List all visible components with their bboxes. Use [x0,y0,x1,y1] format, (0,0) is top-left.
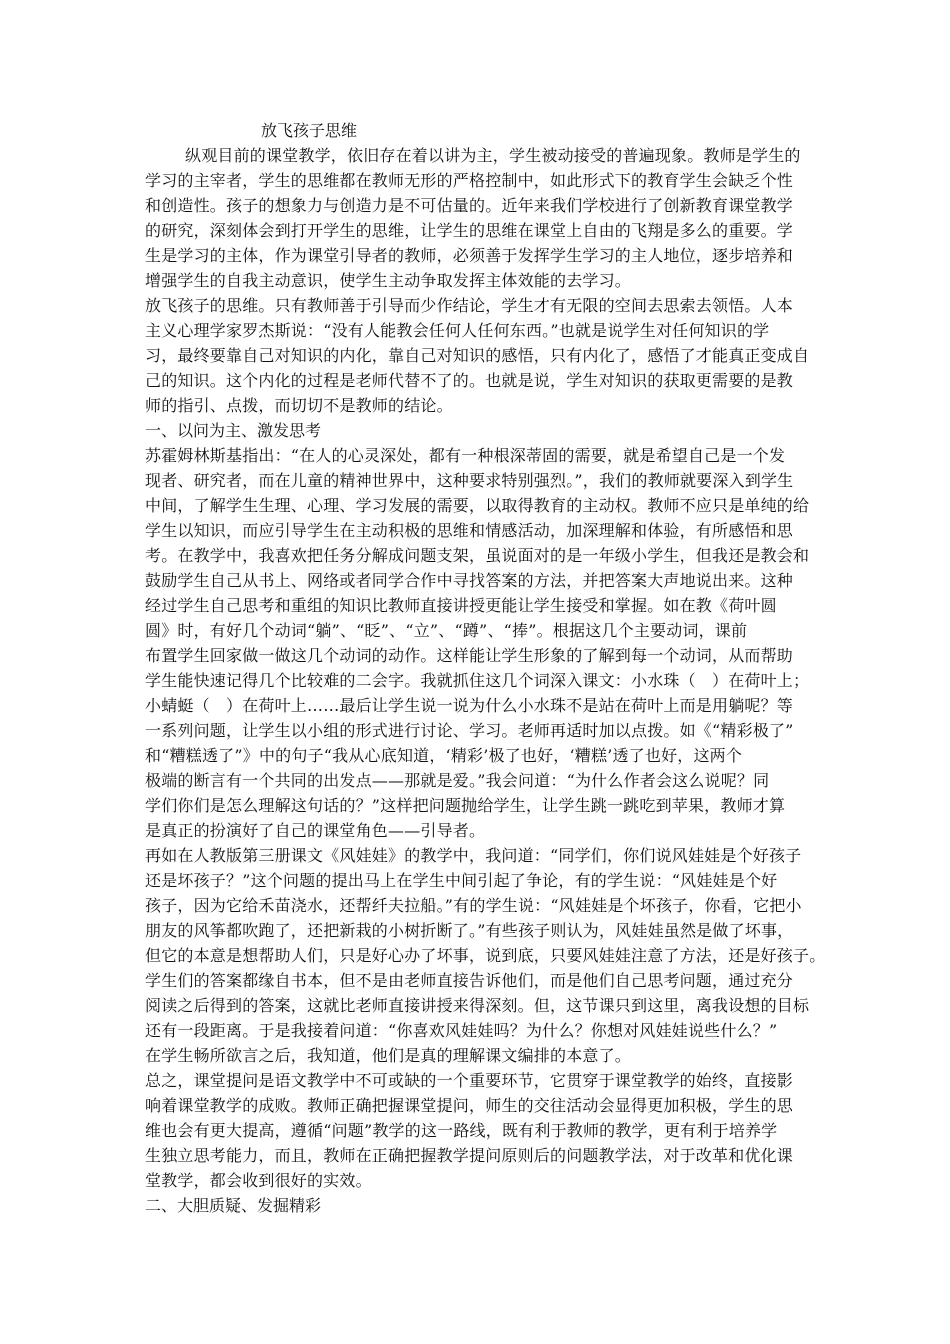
text-line: 响着课堂教学的成败。教师正确把握课堂提问，师生的交往活动会显得更加积极，学生的思 [145,1096,794,1115]
text-line: 还是坏孩子？”这个问题的提出马上在学生中间引起了争论，有的学生说：“风娃娃是个好 [145,871,778,890]
text-line: 生独立思考能力，而且，教师在正确把握教学提问原则后的问题教学法，对于改革和优化课 [145,1146,794,1165]
text-line: 但它的本意是想帮助人们，只是好心办了坏事，说到底，只要风娃娃注意了方法，还是好孩子。 [145,946,826,965]
text-line: 的研究，深刻体会到打开学生的思维，让学生的思维在课堂上自由的飞翔是多么的重要。学 [145,221,794,240]
text-line: 堂教学，都会收到很好的实效。 [145,1171,372,1190]
text-line: 学生们的答案都缘自书本，但不是由老师直接告诉他们，而是他们自己思考问题，通过充分 [145,971,794,990]
text-line: 孩子，因为它给禾苗浇水，还帮纤夫拉船。”有的学生说：“风娃娃是个坏孩子，你看，它把小 [145,896,802,915]
text-line: 维也会有更大提高，遵循“问题”教学的这一路线，既有利于教师的教学，更有利于培养学 [145,1121,778,1140]
paragraph-questioning [145,443,810,843]
paragraph-free-thinking [145,293,810,418]
section-heading-1: 一、以问为主、激发思考 [145,421,322,440]
text-line: 朋友的风筝都吹跑了，还把新栽的小树折断了。”有些孩子则认为，风娃娃虽然是做了坏事， [145,921,794,940]
text-line: 极端的断言有一个共同的出发点——那就是爱。”我会问道：“为什么作者会这么说呢？同 [145,771,770,790]
text-line: 布置学生回家做一做这几个动词的动作。这样能让学生形象的了解到每一个动词，从而帮助 [145,646,794,665]
text-line: 鼓励学生自己从书上、网络或者同学合作中寻找答案的方法，并把答案大声地说出来。这种 [145,571,794,590]
text-line: 考。在教学中，我喜欢把任务分解成问题支架，虽说面对的是一年级小学生，但我还是教会和 [145,546,810,565]
paragraph-wind-child [145,843,826,1068]
paragraph-intro [145,143,807,293]
section-heading-2: 二、大胆质疑、发掘精彩 [145,1196,322,1215]
text-line: 学们你们是怎么理解这句话的？”这样把问题抛给学生，让学生跳一跳吃到苹果，教师才算 [145,796,786,815]
text-line: 总之，课堂提问是语文教学中不可或缺的一个重要环节，它贯穿于课堂教学的始终，直接影 [145,1071,794,1090]
text-line: 小蜻蜓（ ）在荷叶上……最后让学生说一说为什么小水珠不是站在荷叶上而是用躺呢？等 [145,696,794,715]
document-title: 放飞孩子思维 [261,121,358,140]
text-line: 增强学生的自我主动意识，使学生主动争取发挥主体效能的去学习。 [145,271,632,290]
text-line: 是真正的扮演好了自己的课堂角色——引导者。 [145,821,486,840]
text-line: 纵观目前的课堂教学，依旧存在着以讲为主，学生被动接受的普遍现象。教师是学生的 [185,146,801,165]
text-line: 放飞孩子的思维。只有教师善于引导而少作结论，学生才有无限的空间去思索去领悟。人本 [145,296,794,315]
text-line: 和创造性。孩子的想象力与创造力是不可估量的。近年来我们学校进行了创新教育课堂教学 [145,196,794,215]
text-line: 己的知识。这个内化的过程是老师代替不了的。也就是说，学生对知识的获取更需要的是教 [145,371,794,390]
text-line: 学生能快速记得几个比较难的二会字。我就抓住这几个词深入课文：小水珠（ ）在荷叶上； [145,671,810,690]
document-page [145,118,826,1218]
text-line: 阅读之后得到的答案，这就比老师直接讲授来得深刻。但，这节课只到这里，离我设想的目标 [145,996,810,1015]
text-line: 圆》时，有好几个动词“躺”、“眨”、“立”、“蹲”、“捧”。根据这几个主要动词，课前 [145,621,748,640]
text-line: 中间，了解学生生理、心理、学习发展的需要，以取得教育的主动权。教师不应只是单纯的给 [145,496,810,515]
text-line: 还有一段距离。于是我接着问道：“你喜欢风娃娃吗？为什么？你想对风娃娃说些什么？” [145,1021,778,1040]
text-line: 主义心理学家罗杰斯说：“没有人能教会任何人任何东西。”也就是说学生对任何知识的学 [145,321,770,340]
text-line: 一系列问题，让学生以小组的形式进行讨论、学习。老师再适时加以点拨。如《“精彩极了” [145,721,794,740]
text-line: 在学生畅所欲言之后，我知道，他们是真的理解课文编排的本意了。 [145,1046,632,1065]
text-line: 习，最终要靠自己对知识的内化，靠自己对知识的感悟，只有内化了，感悟了才能真正变成自 [145,346,810,365]
text-line: 经过学生自己思考和重组的知识比教师直接讲授更能让学生接受和掌握。如在教《荷叶圆 [145,596,777,615]
paragraph-summary [145,1068,807,1193]
text-line: 再如在人教版第三册课文《风娃娃》的教学中，我问道：“同学们，你们说风娃娃是个好孩子 [145,846,802,865]
text-line: 学生以知识，而应引导学生在主动积极的思维和情感活动，加深理解和体验，有所感悟和思 [145,521,794,540]
text-line: 师的指引、点拨，而切切不是教师的结论。 [145,396,453,415]
text-line: 学习的主宰者，学生的思维都在教师无形的严格控制中，如此形式下的教育学生会缺乏个性 [145,171,794,190]
text-line: 和“糟糕透了”》中的句子“我从心底知道，‘精彩’极了也好，‘糟糕’透了也好，这两个 [145,746,743,765]
text-line: 生是学习的主体，作为课堂引导者的教师，必须善于发挥学生学习的主人地位，逐步培养和 [145,246,794,265]
text-line: 苏霍姆林斯基指出：“在人的心灵深处，都有一种根深蒂固的需要，就是希望自己是一个发 [145,446,786,465]
text-line: 现者、研究者，而在儿童的精神世界中，这种要求特别强烈。”，我们的教师就要深入到学生 [145,471,794,490]
